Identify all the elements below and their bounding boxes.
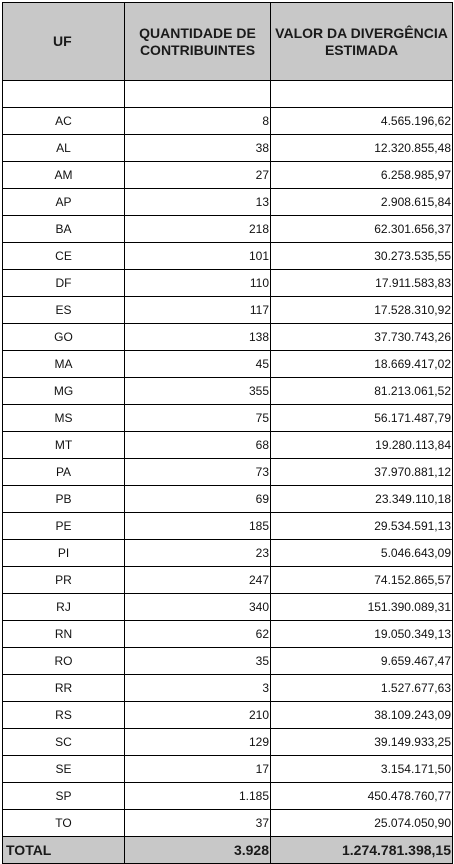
total-row (3, 837, 453, 864)
table-row (3, 756, 453, 783)
cell-quantidade[interactable]: 8 (125, 108, 271, 135)
table-row (3, 621, 453, 648)
cell-uf[interactable]: SC (3, 729, 125, 756)
cell-quantidade[interactable]: 27 (125, 162, 271, 189)
table-row (3, 675, 453, 702)
cell-valor[interactable]: 23.349.110,18 (271, 486, 453, 513)
cell-valor[interactable]: 2.908.615,84 (271, 189, 453, 216)
cell-uf[interactable]: AM (3, 162, 125, 189)
cell-uf[interactable]: TO (3, 810, 125, 837)
table-row (3, 270, 453, 297)
table-row (3, 351, 453, 378)
table-row (3, 810, 453, 837)
cell-valor[interactable]: 18.669.417,02 (271, 351, 453, 378)
cell-uf[interactable]: ES (3, 297, 125, 324)
cell-valor[interactable]: 19.280.113,84 (271, 432, 453, 459)
cell-uf[interactable]: MT (3, 432, 125, 459)
table-row (3, 513, 453, 540)
cell-quantidade[interactable]: 17 (125, 756, 271, 783)
cell-quantidade[interactable]: 38 (125, 135, 271, 162)
table-row (3, 216, 453, 243)
empty-row (3, 81, 453, 108)
table-row (3, 540, 453, 567)
table-row (3, 648, 453, 675)
header-uf[interactable]: UF (3, 3, 125, 81)
cell-quantidade[interactable]: 101 (125, 243, 271, 270)
cell-quantidade[interactable]: 13 (125, 189, 271, 216)
cell-uf[interactable]: GO (3, 324, 125, 351)
cell-uf[interactable]: RO (3, 648, 125, 675)
cell-valor[interactable]: 4.565.196,62 (271, 108, 453, 135)
table-row (3, 486, 453, 513)
header-row (3, 3, 453, 81)
table-row (3, 108, 453, 135)
cell-valor[interactable]: 74.152.865,57 (271, 567, 453, 594)
cell-uf[interactable]: RN (3, 621, 125, 648)
cell-quantidade[interactable]: 23 (125, 540, 271, 567)
cell-valor[interactable]: 19.050.349,13 (271, 621, 453, 648)
cell-valor[interactable]: 450.478.760,77 (271, 783, 453, 810)
header-quantidade[interactable]: QUANTIDADE DE CONTRIBUINTES (125, 3, 271, 81)
cell-uf[interactable]: MA (3, 351, 125, 378)
cell-valor[interactable]: 62.301.656,37 (271, 216, 453, 243)
cell-quantidade[interactable]: 185 (125, 513, 271, 540)
cell-quantidade[interactable]: 1.185 (125, 783, 271, 810)
empty-cell[interactable] (125, 81, 271, 108)
cell-quantidade[interactable]: 69 (125, 486, 271, 513)
cell-quantidade[interactable]: 355 (125, 378, 271, 405)
cell-uf[interactable]: SE (3, 756, 125, 783)
cell-quantidade[interactable]: 75 (125, 405, 271, 432)
table-row (3, 378, 453, 405)
cell-valor[interactable]: 9.659.467,47 (271, 648, 453, 675)
cell-valor[interactable]: 17.528.310,92 (271, 297, 453, 324)
cell-uf[interactable]: PR (3, 567, 125, 594)
cell-quantidade[interactable]: 35 (125, 648, 271, 675)
cell-uf[interactable]: AC (3, 108, 125, 135)
cell-valor[interactable]: 56.171.487,79 (271, 405, 453, 432)
cell-valor[interactable]: 39.149.933,25 (271, 729, 453, 756)
header-valor[interactable]: VALOR DA DIVERGÊNCIA ESTIMADA (271, 3, 453, 81)
empty-cell[interactable] (3, 81, 125, 108)
table-row (3, 189, 453, 216)
table-row (3, 135, 453, 162)
table-row (3, 162, 453, 189)
cell-uf[interactable]: RJ (3, 594, 125, 621)
cell-quantidade[interactable]: 62 (125, 621, 271, 648)
cell-valor[interactable]: 6.258.985,97 (271, 162, 453, 189)
cell-valor[interactable]: 37.970.881,12 (271, 459, 453, 486)
cell-quantidade[interactable]: 37 (125, 810, 271, 837)
cell-uf[interactable]: SP (3, 783, 125, 810)
cell-quantidade[interactable]: 210 (125, 702, 271, 729)
total-valor[interactable]: 1.274.781.398,15 (271, 837, 453, 864)
cell-valor[interactable]: 37.730.743,26 (271, 324, 453, 351)
cell-uf[interactable]: PI (3, 540, 125, 567)
cell-uf[interactable]: AP (3, 189, 125, 216)
cell-uf[interactable]: CE (3, 243, 125, 270)
table-row (3, 783, 453, 810)
cell-valor[interactable]: 12.320.855,48 (271, 135, 453, 162)
cell-quantidade[interactable]: 3 (125, 675, 271, 702)
cell-uf[interactable]: PB (3, 486, 125, 513)
cell-valor[interactable]: 17.911.583,83 (271, 270, 453, 297)
cell-valor[interactable]: 151.390.089,31 (271, 594, 453, 621)
cell-uf[interactable]: PA (3, 459, 125, 486)
cell-quantidade[interactable]: 68 (125, 432, 271, 459)
cell-valor[interactable]: 81.213.061,52 (271, 378, 453, 405)
cell-quantidade[interactable]: 110 (125, 270, 271, 297)
total-quantidade[interactable]: 3.928 (125, 837, 271, 864)
cell-quantidade[interactable]: 247 (125, 567, 271, 594)
cell-valor[interactable]: 29.534.591,13 (271, 513, 453, 540)
cell-uf[interactable]: RS (3, 702, 125, 729)
cell-quantidade[interactable]: 129 (125, 729, 271, 756)
cell-uf[interactable]: MS (3, 405, 125, 432)
cell-valor[interactable]: 1.527.677,63 (271, 675, 453, 702)
cell-quantidade[interactable]: 340 (125, 594, 271, 621)
table-row (3, 324, 453, 351)
table-row (3, 702, 453, 729)
cell-uf[interactable]: DF (3, 270, 125, 297)
cell-uf[interactable]: BA (3, 216, 125, 243)
cell-valor[interactable]: 5.046.643,09 (271, 540, 453, 567)
table-body (3, 81, 453, 837)
cell-valor[interactable]: 25.074.050,90 (271, 810, 453, 837)
table-row (3, 432, 453, 459)
cell-quantidade[interactable]: 218 (125, 216, 271, 243)
cell-quantidade[interactable]: 138 (125, 324, 271, 351)
cell-quantidade[interactable]: 117 (125, 297, 271, 324)
cell-valor[interactable]: 3.154.171,50 (271, 756, 453, 783)
table-row (3, 594, 453, 621)
empty-cell[interactable] (271, 81, 453, 108)
cell-uf[interactable]: PE (3, 513, 125, 540)
cell-uf[interactable]: RR (3, 675, 125, 702)
table-row (3, 297, 453, 324)
cell-valor[interactable]: 30.273.535,55 (271, 243, 453, 270)
table-row (3, 243, 453, 270)
divergence-table (2, 2, 453, 864)
cell-quantidade[interactable]: 73 (125, 459, 271, 486)
total-label[interactable]: TOTAL (3, 837, 125, 864)
table-row (3, 459, 453, 486)
cell-uf[interactable]: MG (3, 378, 125, 405)
cell-valor[interactable]: 38.109.243,09 (271, 702, 453, 729)
cell-uf[interactable]: AL (3, 135, 125, 162)
table-row (3, 567, 453, 594)
table-row (3, 405, 453, 432)
cell-quantidade[interactable]: 45 (125, 351, 271, 378)
table-row (3, 729, 453, 756)
